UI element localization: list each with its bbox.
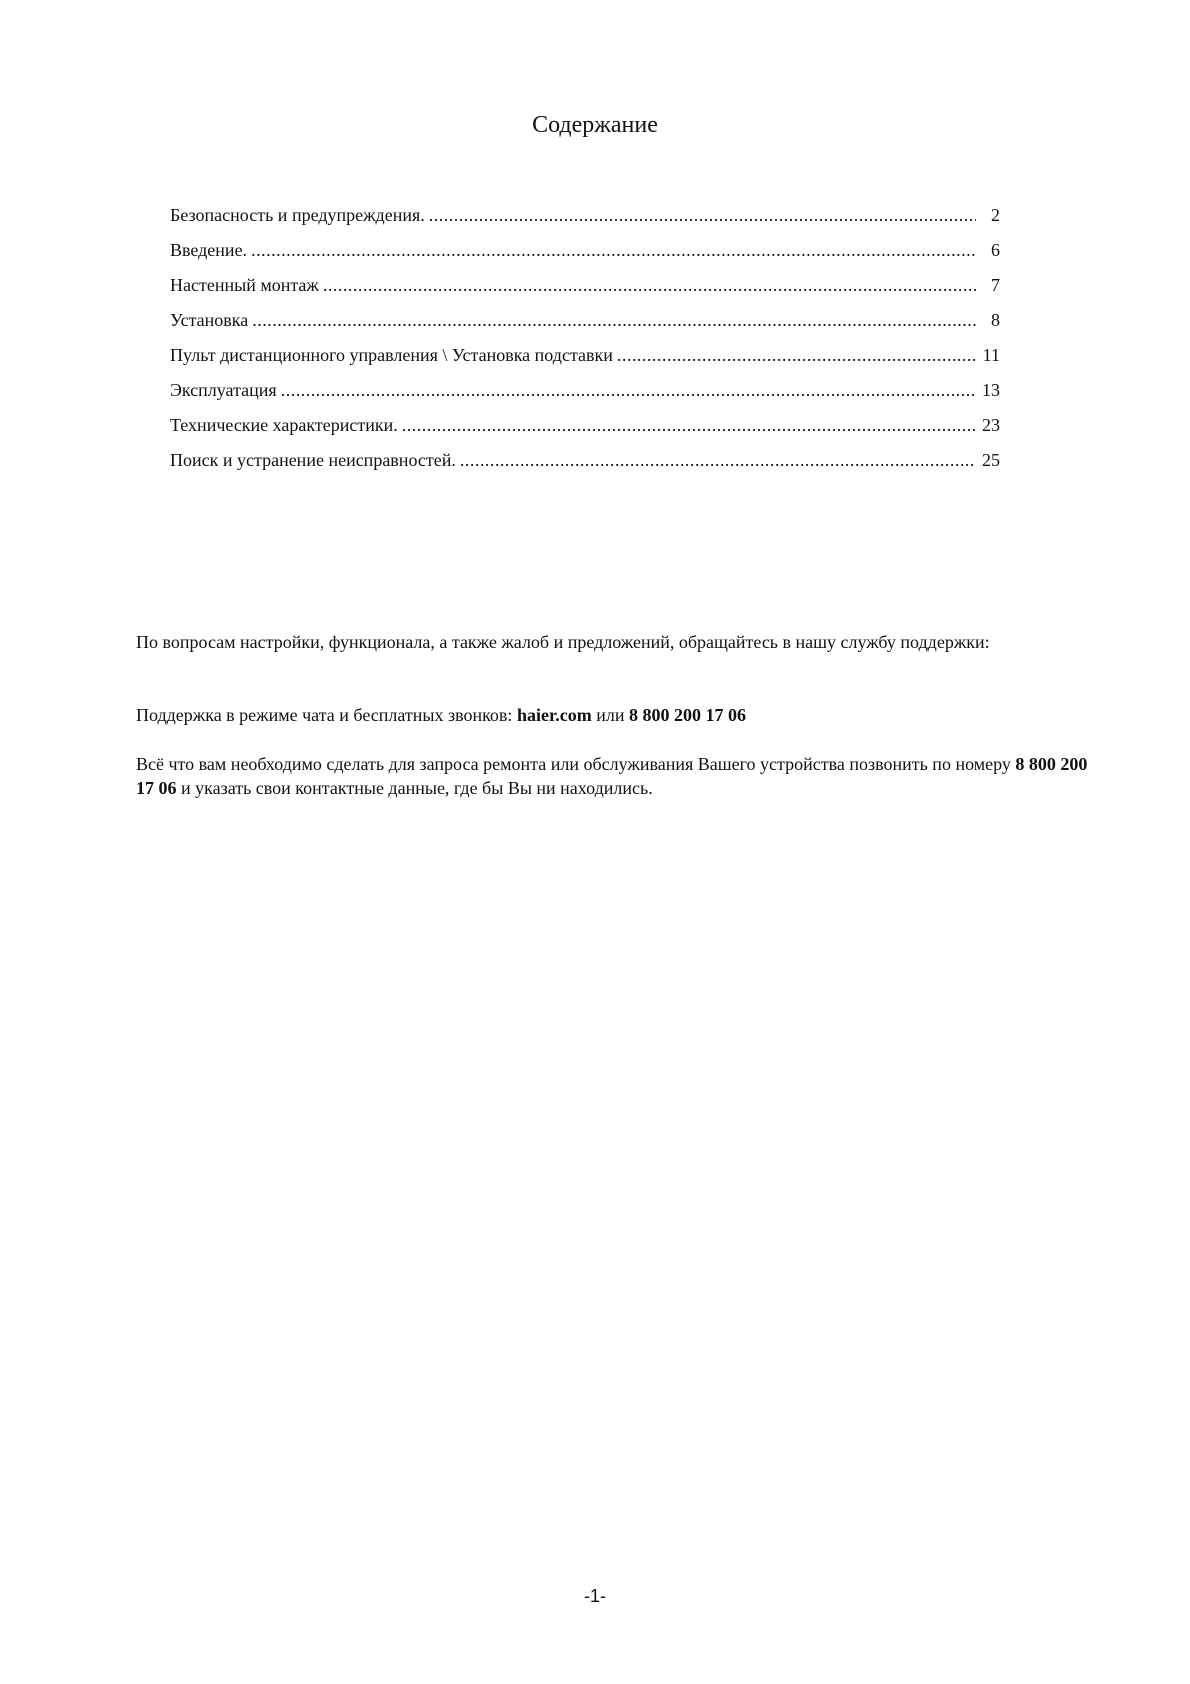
support-chat-prefix: Поддержка в режиме чата и бесплатных звонков:: [136, 705, 513, 725]
toc-entry-label: Поиск и устранение неисправностей.: [170, 450, 456, 470]
toc-entry-label: Технические характеристики.: [170, 415, 398, 435]
toc-entry-introduction[interactable]: [170, 240, 1000, 275]
toc-entry-label: Установка: [170, 310, 249, 330]
toc-entry-page: 8: [991, 310, 1000, 330]
toc-entry-page: 7: [991, 275, 1000, 295]
toc-leader-dots: [252, 310, 976, 331]
toc-leader-dots: [429, 205, 976, 226]
page-title: Содержание: [532, 112, 658, 138]
toc-leader-dots: [460, 450, 976, 471]
toc-leader-dots: [281, 380, 976, 401]
toc-entry-wall-mount[interactable]: [170, 275, 1000, 310]
page-number: -1-: [584, 1586, 606, 1606]
support-website-link[interactable]: haier.com: [516, 705, 592, 725]
toc-leader-dots: [617, 345, 976, 366]
table-of-contents: [170, 205, 1000, 485]
support-repair-prefix: Всё что вам необходимо сделать для запроса ремонта или обслуживания Вашего устройства позвонить по номеру: [136, 754, 1011, 774]
toc-entry-troubleshooting[interactable]: [170, 450, 1000, 485]
toc-entry-page: 13: [982, 380, 1000, 400]
support-phone-number[interactable]: 8 800 200 17 06: [629, 705, 747, 725]
toc-entry-page: 25: [982, 450, 1000, 470]
support-chat-line: [136, 703, 1096, 727]
toc-entry-label: Эксплуатация: [170, 380, 277, 400]
toc-entry-label: Пульт дистанционного управления \ Установка подставки: [170, 345, 613, 365]
toc-entry-page: 6: [991, 240, 1000, 260]
support-repair-suffix: и указать свои контактные данные, где бы Вы ни находились.: [181, 778, 653, 798]
toc-entry-operation[interactable]: [170, 380, 1000, 415]
support-intro-text: По вопросам настройки, функционала, а также жалоб и предложений, обращайтесь в нашу службу поддержки:: [136, 632, 990, 652]
toc-entry-label: Введение.: [170, 240, 248, 260]
toc-entry-page: 2: [991, 205, 1000, 225]
toc-entry-label: Безопасность и предупреждения.: [170, 205, 425, 225]
support-or-word: или: [596, 705, 625, 725]
toc-entry-page: 23: [982, 415, 1000, 435]
toc-leader-dots: [402, 415, 976, 436]
toc-entry-remote-stand[interactable]: [170, 345, 1000, 380]
support-repair-phone-number[interactable]: 8 800 200 17 06: [136, 754, 1088, 798]
toc-entry-specifications[interactable]: [170, 415, 1000, 450]
toc-entry-safety[interactable]: [170, 205, 1000, 240]
toc-entry-page: 11: [982, 345, 1000, 365]
toc-leader-dots: [251, 240, 976, 261]
toc-leader-dots: [323, 275, 976, 296]
toc-entry-label: Настенный монтаж: [170, 275, 319, 295]
support-repair-paragraph: [136, 752, 1096, 800]
toc-entry-installation[interactable]: [170, 310, 1000, 345]
